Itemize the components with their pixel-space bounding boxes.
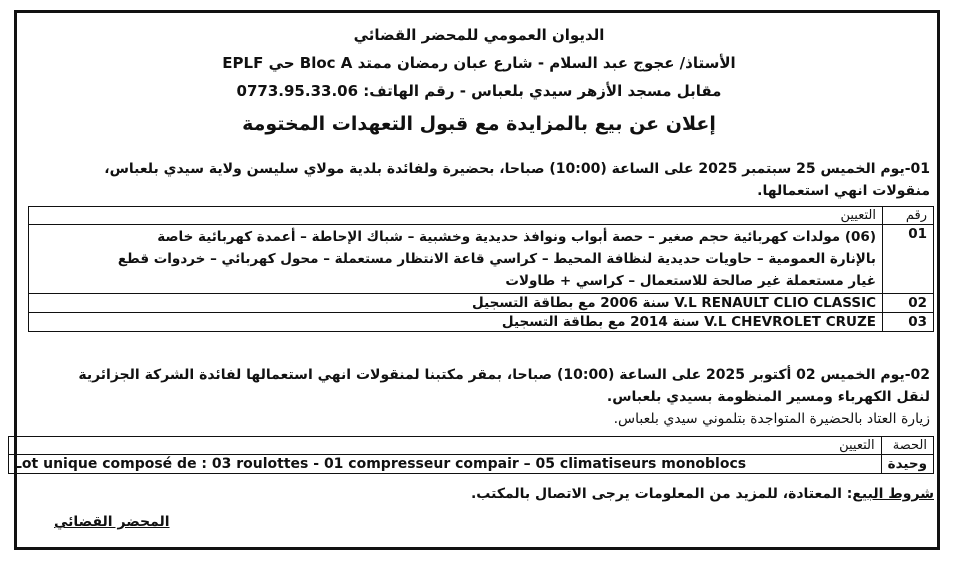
table1-row2-desc: V.L RENAULT CLIO CLASSIC سنة 2006 مع بطاقة التسجيل xyxy=(29,294,883,313)
table1-header-num: رقم xyxy=(883,207,934,225)
table-row xyxy=(29,225,934,294)
table2-header-lot: الحصة xyxy=(881,437,933,455)
office-name: الديوان العمومي للمحضر القضائي xyxy=(353,26,605,44)
signature: المحضر القضائي xyxy=(54,514,170,530)
table2-header-row xyxy=(9,437,934,455)
sale-terms xyxy=(24,486,934,502)
table2-lot: وحيدة xyxy=(881,455,933,474)
table1-header-desc: التعيين xyxy=(29,207,883,225)
table2-header-desc: التعيين xyxy=(9,437,882,455)
section1-paragraph xyxy=(24,158,930,202)
table1-row1-desc-line1: (06) مولدات كهربائية حجم صغير – حصة أبواب ونوافذ حديدية وخشبية – شباك الإحاطة – أعمدة كهربائية خاصة xyxy=(157,229,876,245)
sale-terms-text: : المعتادة، للمزيد من المعلومات يرجى الاتصال بالمكتب. xyxy=(470,486,853,502)
section2-paragraph xyxy=(24,364,930,430)
table2-desc: Lot unique composé de : 03 roulottes - 01 compresseur compair – 05 climatiseurs monoblocs xyxy=(9,455,882,474)
table-row xyxy=(9,455,934,474)
items-table-1 xyxy=(28,206,934,332)
table1-row1-desc-line2: بالإنارة العمومية – حاويات حديدية لنظافة المحيط – كراسي قاعة الانتظار مستعملة – محول كهربائي – خردوات قطع xyxy=(117,251,876,267)
table1-header-row xyxy=(29,207,934,225)
table1-row3-num: 03 xyxy=(883,313,934,332)
office-phone: مقابل مسجد الأزهر سيدي بلعباس - رقم الهاتف: 0773.95.33.06 xyxy=(236,82,722,100)
table1-row2-num: 02 xyxy=(883,294,934,313)
section1-line1: 01-يوم الخميس 25 سبتمبر 2025 على الساعة (10:00) صباحا، بحضيرة ولفائدة بلدية مولاي سليسن ولاية سيدي بلعباس، xyxy=(104,161,930,177)
table-row xyxy=(29,294,934,313)
signature-block xyxy=(24,514,910,530)
section1-line2: منقولات انهي استعمالها. xyxy=(757,183,930,199)
table1-row1-num: 01 xyxy=(883,225,934,294)
section2-line2: لنقل الكهرباء ومسير المنظومة بسيدي بلعباس. xyxy=(606,389,930,405)
table-row xyxy=(29,313,934,332)
announcement-title: إعلان عن بيع بالمزايدة مع قبول التعهدات المختومة xyxy=(242,113,716,135)
section2-line1: 02-يوم الخميس 02 أكتوبر 2025 على الساعة (10:00) صباحا، بمقر مكتبنا لمنقولات انهي استعمالها لفائدة الشركة الجزائرية xyxy=(78,367,930,383)
table1-row1-desc-line3: غيار مستعملة غير صالحة للاستعمال – كراسي + طاولات xyxy=(505,273,876,289)
items-table-2 xyxy=(8,436,934,474)
office-address: الأستاذ/ عجوج عبد السلام - شارع عبان رمضان ممتد Bloc A حي EPLF xyxy=(222,54,736,72)
table1-row1-desc xyxy=(29,225,883,294)
sale-terms-label: شروط البيع xyxy=(852,486,934,502)
section2-line3: زيارة العتاد بالحضيرة المتواجدة بتلموني سيدي بلعباس. xyxy=(613,411,930,427)
table1-row3-desc: V.L CHEVROLET CRUZE سنة 2014 مع بطاقة التسجيل xyxy=(29,313,883,332)
